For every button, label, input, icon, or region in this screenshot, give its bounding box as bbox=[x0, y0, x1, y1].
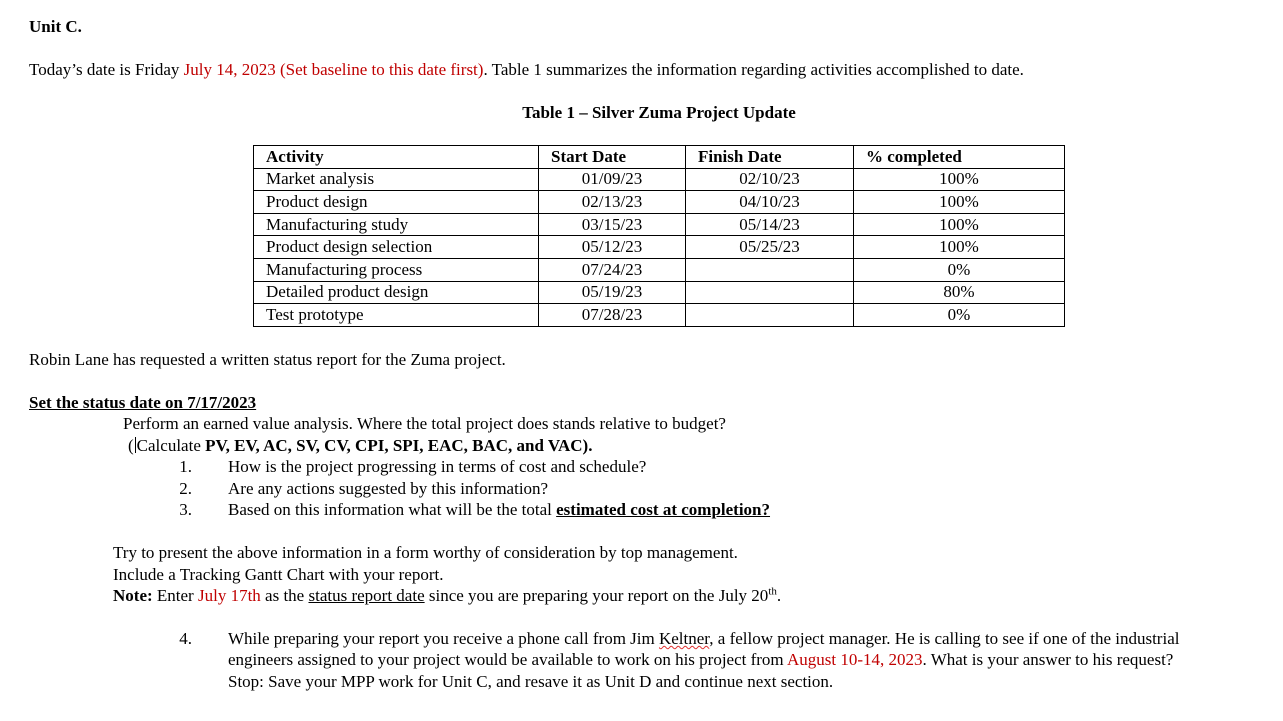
table-title: Table 1 – Silver Zuma Project Update bbox=[522, 103, 796, 122]
note-red-date: July 17th bbox=[197, 586, 261, 605]
table-row bbox=[254, 168, 1065, 191]
note-line bbox=[113, 586, 781, 606]
question-4-line-2 bbox=[228, 650, 1173, 670]
cell-percent: 0% bbox=[854, 304, 1065, 327]
status-date-heading: Set the status date on 7/17/2023 bbox=[29, 393, 257, 412]
cell-start: 07/28/23 bbox=[539, 304, 686, 327]
note-text-b: as the bbox=[260, 586, 309, 605]
question-text: How is the project progressing in terms of cost and schedule? bbox=[228, 457, 647, 476]
q4-text-d: . What is your answer to his request? bbox=[922, 650, 1174, 669]
ev-calculation-line bbox=[128, 436, 592, 456]
text-cursor bbox=[135, 437, 136, 453]
cell-percent: 80% bbox=[854, 281, 1065, 304]
note-end: . bbox=[776, 586, 782, 605]
cell-finish: 04/10/23 bbox=[686, 191, 854, 214]
calculate-label: Calculate bbox=[136, 436, 206, 455]
cell-percent: 100% bbox=[854, 191, 1065, 214]
unit-heading: Unit C. bbox=[29, 17, 82, 36]
question-text: Are any actions suggested by this information? bbox=[228, 479, 549, 498]
header-activity: Activity bbox=[254, 146, 539, 169]
table-header-row bbox=[254, 146, 1065, 169]
ev-instruction: Perform an earned value analysis. Where the total project does stands relative to budget? bbox=[123, 414, 726, 433]
cell-activity: Product design selection bbox=[254, 236, 539, 259]
header-finish-date: Finish Date bbox=[686, 146, 854, 169]
q4-text-b: , a fellow project manager. He is calling to see if one of the industrial bbox=[709, 629, 1180, 648]
header-percent-completed: % completed bbox=[854, 146, 1065, 169]
project-update-table bbox=[253, 145, 1065, 327]
cell-finish bbox=[686, 304, 854, 327]
spellcheck-name: Keltner bbox=[658, 629, 710, 648]
cell-start: 05/12/23 bbox=[539, 236, 686, 259]
table-row bbox=[254, 191, 1065, 214]
estimated-cost-emphasis: estimated cost at completion? bbox=[556, 500, 771, 519]
present-line-1: Try to present the above information in a form worthy of consideration by top management. bbox=[113, 543, 738, 562]
question-4-line-1 bbox=[228, 629, 1179, 649]
question-number: 2. bbox=[179, 479, 192, 498]
cell-percent: 100% bbox=[854, 213, 1065, 236]
question-3-text: Based on this information what will be the total bbox=[228, 500, 557, 519]
cell-finish: 02/10/23 bbox=[686, 168, 854, 191]
cell-start: 03/15/23 bbox=[539, 213, 686, 236]
cell-percent: 100% bbox=[854, 236, 1065, 259]
ordinal-suffix: th bbox=[768, 585, 777, 598]
cell-percent: 0% bbox=[854, 258, 1065, 281]
present-line-2: Include a Tracking Gantt Chart with your report. bbox=[113, 565, 444, 584]
cell-activity: Product design bbox=[254, 191, 539, 214]
cell-percent: 100% bbox=[854, 168, 1065, 191]
table-row bbox=[254, 304, 1065, 327]
cell-finish bbox=[686, 281, 854, 304]
note-text-c: since you are preparing your report on the July 20 bbox=[424, 586, 769, 605]
stop-instruction: Stop: Save your MPP work for Unit C, and resave it as Unit D and continue next section. bbox=[228, 672, 834, 691]
ev-metrics: PV, EV, AC, SV, CV, CPI, SPI, EAC, BAC, and VAC). bbox=[205, 436, 593, 455]
cell-start: 01/09/23 bbox=[539, 168, 686, 191]
note-text-a: Enter bbox=[152, 586, 198, 605]
question-number: 3. bbox=[179, 500, 192, 519]
question-number: 4. bbox=[179, 629, 192, 648]
cell-activity: Manufacturing process bbox=[254, 258, 539, 281]
cell-finish: 05/14/23 bbox=[686, 213, 854, 236]
q4-red-dates: August 10-14, 2023 bbox=[786, 650, 923, 669]
status-report-date-underlined: status report date bbox=[308, 586, 425, 605]
cell-activity: Test prototype bbox=[254, 304, 539, 327]
note-label: Note: bbox=[113, 586, 153, 605]
cell-activity: Market analysis bbox=[254, 168, 539, 191]
baseline-date-note: July 14, 2023 (Set baseline to this date first) bbox=[183, 60, 484, 79]
open-paren: ( bbox=[128, 436, 134, 455]
cell-activity: Detailed product design bbox=[254, 281, 539, 304]
intro-paragraph bbox=[29, 60, 1024, 80]
intro-suffix: . Table 1 summarizes the information regarding activities accomplished to date. bbox=[483, 60, 1024, 79]
intro-prefix: Today’s date is Friday bbox=[29, 60, 184, 79]
question-number: 1. bbox=[179, 457, 192, 476]
header-start-date: Start Date bbox=[539, 146, 686, 169]
table-row bbox=[254, 258, 1065, 281]
cell-activity: Manufacturing study bbox=[254, 213, 539, 236]
cell-finish bbox=[686, 258, 854, 281]
q4-text-a: While preparing your report you receive a phone call from Jim bbox=[228, 629, 659, 648]
cell-start: 07/24/23 bbox=[539, 258, 686, 281]
table-row bbox=[254, 236, 1065, 259]
cell-start: 05/19/23 bbox=[539, 281, 686, 304]
status-request-text: Robin Lane has requested a written status report for the Zuma project. bbox=[29, 350, 506, 369]
cell-start: 02/13/23 bbox=[539, 191, 686, 214]
question-text bbox=[228, 500, 770, 520]
table-row bbox=[254, 281, 1065, 304]
q4-text-c: engineers assigned to your project would be available to work on his project from bbox=[228, 650, 787, 669]
cell-finish: 05/25/23 bbox=[686, 236, 854, 259]
table-row bbox=[254, 213, 1065, 236]
